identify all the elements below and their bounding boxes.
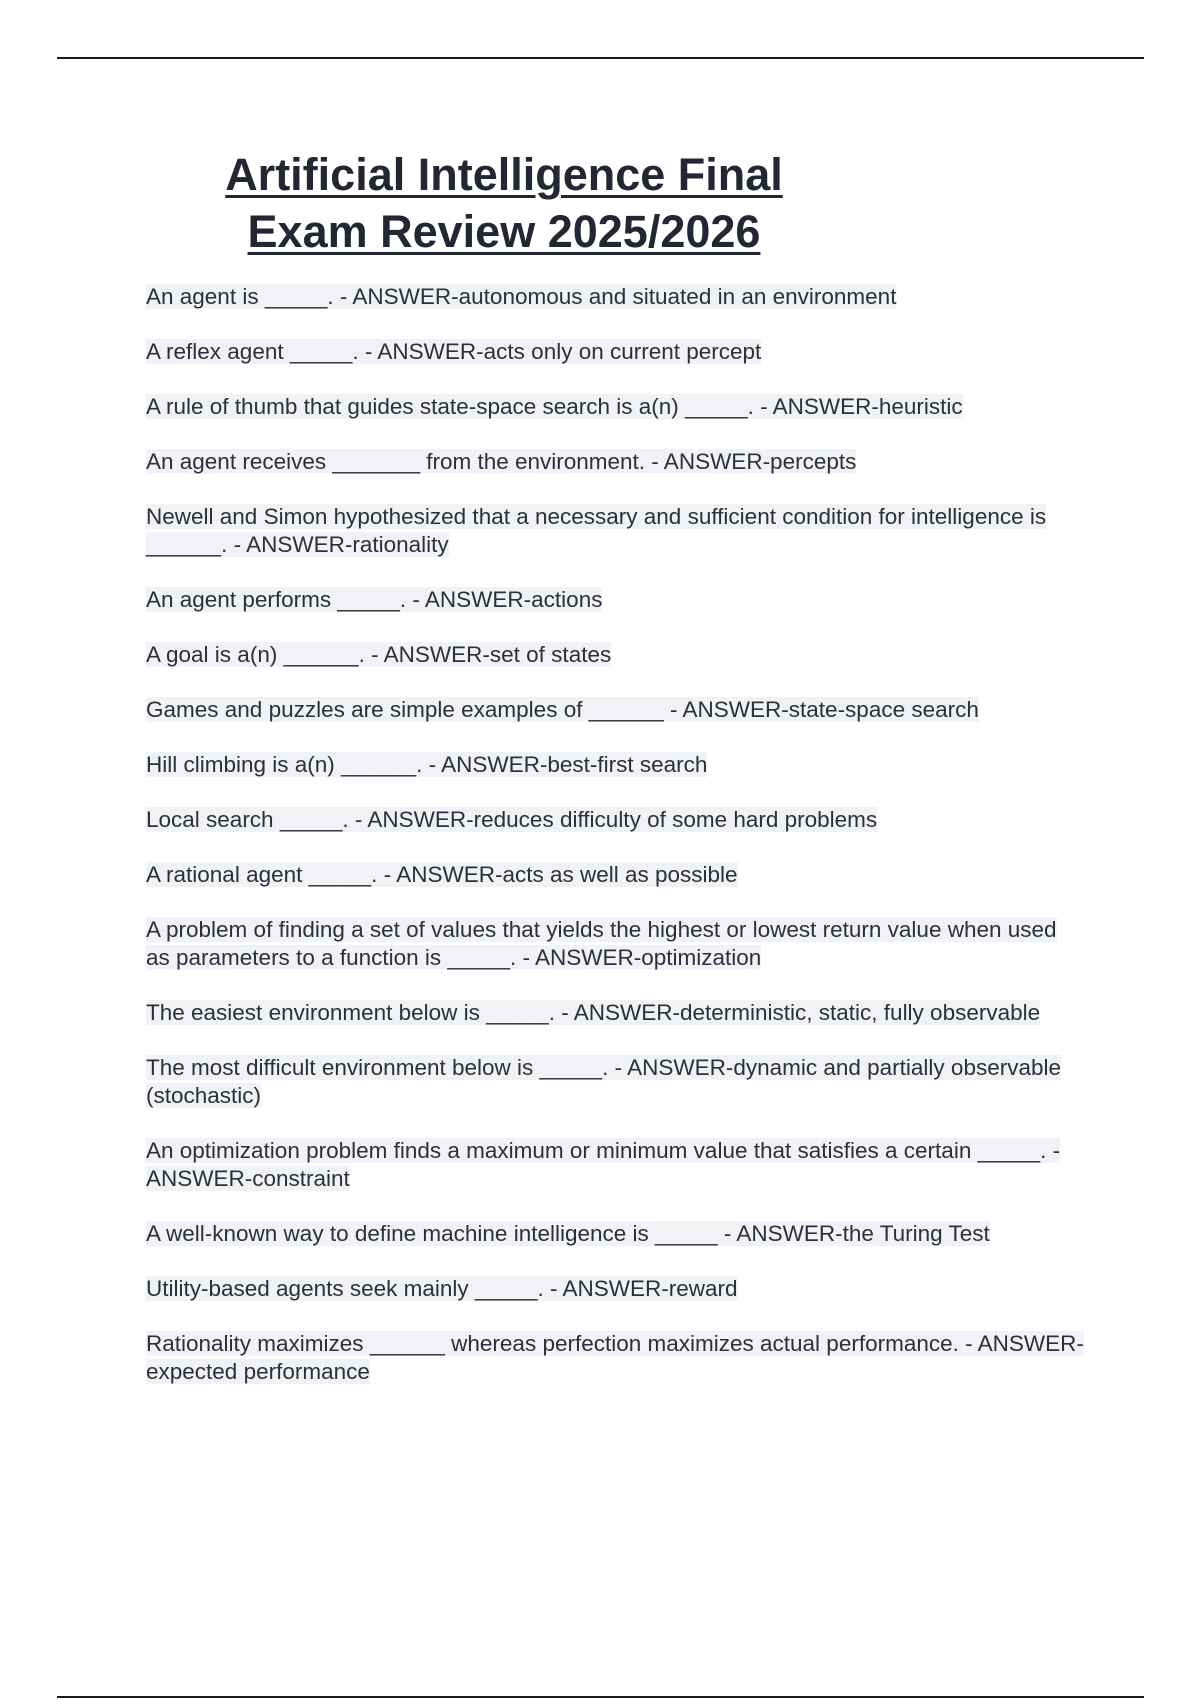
qa-text: A well-known way to define machine intelligence is _____ - ANSWER-the Turing Test — [146, 1221, 990, 1246]
qa-item — [146, 1220, 1086, 1248]
qa-text: Hill climbing is a(n) ______. - ANSWER-best-first search — [146, 752, 708, 777]
qa-item — [146, 999, 1086, 1027]
qa-item — [146, 338, 1086, 366]
qa-item — [146, 1275, 1086, 1303]
qa-text: Games and puzzles are simple examples of ______ - ANSWER-state-space search — [146, 697, 979, 722]
qa-item — [146, 751, 1086, 779]
qa-item — [146, 1054, 1086, 1110]
qa-text: Local search _____. - ANSWER-reduces difficulty of some hard problems — [146, 807, 878, 832]
qa-text: An agent receives _______ from the environment. - ANSWER-percepts — [146, 449, 857, 474]
qa-item — [146, 861, 1086, 889]
qa-text: An agent performs _____. - ANSWER-actions — [146, 587, 603, 612]
page-title — [148, 146, 860, 260]
top-divider — [57, 57, 1144, 59]
qa-text: An agent is _____. - ANSWER-autonomous and situated in an environment — [146, 284, 897, 309]
qa-text: A goal is a(n) ______. - ANSWER-set of states — [146, 642, 612, 667]
qa-text: A rule of thumb that guides state-space search is a(n) _____. - ANSWER-heuristic — [146, 394, 963, 419]
qa-item — [146, 586, 1086, 614]
qa-item — [146, 916, 1086, 972]
qa-text: A rational agent _____. - ANSWER-acts as well as possible — [146, 862, 738, 887]
question-answer-list — [146, 283, 1086, 1413]
qa-item — [146, 1330, 1086, 1386]
qa-text: The most difficult environment below is _____. - ANSWER-dynamic and partially observable (stochastic) — [146, 1055, 1062, 1108]
qa-text: An optimization problem finds a maximum or minimum value that satisfies a certain _____. - ANSWER-constraint — [146, 1138, 1061, 1191]
qa-text: Utility-based agents seek mainly _____. - ANSWER-reward — [146, 1276, 738, 1301]
qa-item — [146, 696, 1086, 724]
qa-item — [146, 448, 1086, 476]
title-line-1: Artificial Intelligence Final — [225, 149, 783, 200]
qa-item — [146, 806, 1086, 834]
qa-item — [146, 1137, 1086, 1193]
qa-text: Newell and Simon hypothesized that a necessary and sufficient condition for intelligence is ______. - ANSWER-rationality — [146, 504, 1047, 557]
qa-item — [146, 503, 1086, 559]
qa-item — [146, 393, 1086, 421]
bottom-divider — [57, 1696, 1144, 1698]
qa-item — [146, 641, 1086, 669]
qa-text: A reflex agent _____. - ANSWER-acts only on current percept — [146, 339, 762, 364]
qa-text: A problem of finding a set of values that yields the highest or lowest return value when used as parameters to a function is _____. - ANSWER-optimization — [146, 917, 1057, 970]
qa-text: The easiest environment below is _____. - ANSWER-deterministic, static, fully observable — [146, 1000, 1041, 1025]
qa-text: Rationality maximizes ______ whereas perfection maximizes actual performance. - ANSWER-expected performance — [146, 1331, 1084, 1384]
title-line-2: Exam Review 2025/2026 — [247, 206, 761, 257]
qa-item — [146, 283, 1086, 311]
